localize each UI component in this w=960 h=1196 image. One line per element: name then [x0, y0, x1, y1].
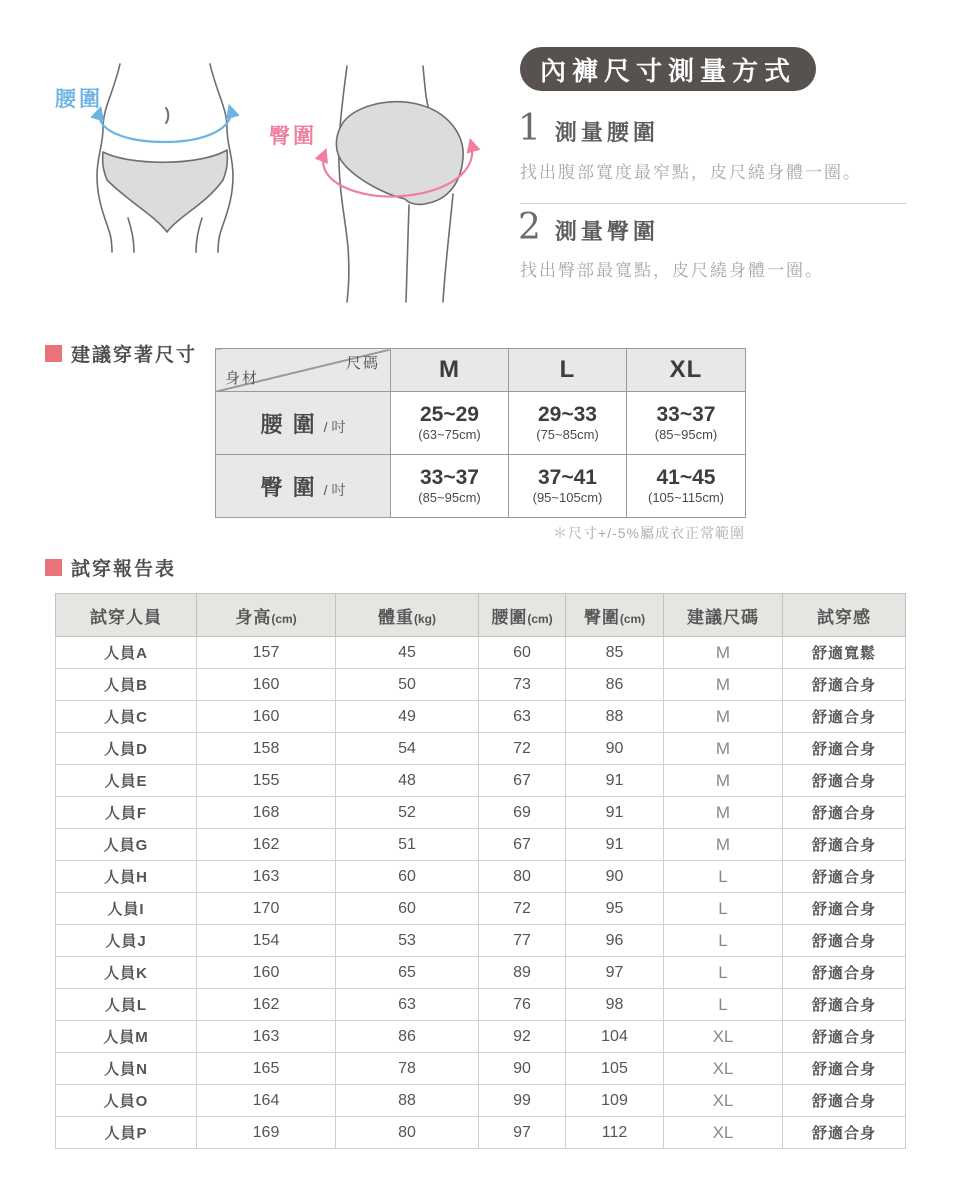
cm-range: (105~115cm) — [648, 490, 724, 506]
fit-table-cell: 舒適合身 — [783, 989, 906, 1021]
cm-range: (63~75cm) — [418, 427, 481, 443]
fit-table-cell: 人員G — [56, 829, 197, 861]
cm-range: (85~95cm) — [418, 490, 481, 506]
fit-table-cell: 98 — [566, 989, 664, 1021]
fit-table-cell: 158 — [197, 733, 336, 765]
inch-range: 33~37 — [420, 466, 479, 490]
fit-table-cell: 舒適合身 — [783, 861, 906, 893]
fit-table-cell: 97 — [566, 957, 664, 989]
fit-table-row — [56, 861, 906, 893]
fit-table-cell: 163 — [197, 861, 336, 893]
fit-table-cell: 人員C — [56, 701, 197, 733]
fit-table-cell: 162 — [197, 989, 336, 1021]
fit-table-cell: 162 — [197, 829, 336, 861]
fit-table-cell: 109 — [566, 1085, 664, 1117]
step-divider — [520, 203, 906, 204]
fit-header-unit: (kg) — [414, 611, 436, 626]
fit-table-cell: 90 — [479, 1053, 566, 1085]
fit-table-cell: 155 — [197, 765, 336, 797]
fit-table-cell: 86 — [336, 1021, 479, 1053]
report-section-heading-text: 試穿報告表 — [71, 559, 177, 580]
fit-table-cell: 人員D — [56, 733, 197, 765]
size-column-header: M — [391, 349, 509, 392]
fit-table-cell: 舒適合身 — [783, 829, 906, 861]
fit-table-cell: 49 — [336, 701, 479, 733]
fit-table-cell: 65 — [336, 957, 479, 989]
fit-table-cell: 160 — [197, 701, 336, 733]
fit-table-cell: 91 — [566, 797, 664, 829]
fit-header-unit: (cm) — [527, 611, 553, 626]
step-2-description: 找出臀部最寬點，皮尺繞身體一圈。 — [520, 261, 824, 280]
fit-column-header — [664, 594, 783, 637]
fit-table-cell: 45 — [336, 637, 479, 669]
fit-table-cell: M — [664, 829, 783, 861]
step-1-description: 找出腹部寬度最窄點，皮尺繞身體一圈。 — [520, 163, 862, 182]
fit-table-cell: 69 — [479, 797, 566, 829]
fit-table-cell: 96 — [566, 925, 664, 957]
fit-table-body — [56, 637, 906, 1149]
inch-range: 41~45 — [656, 466, 716, 490]
fit-table-cell: 165 — [197, 1053, 336, 1085]
fit-table-cell: 人員P — [56, 1117, 197, 1149]
fit-column-header — [783, 594, 906, 637]
fit-table-cell: 169 — [197, 1117, 336, 1149]
fit-table-cell: 89 — [479, 957, 566, 989]
size-section-heading-text: 建議穿著尺寸 — [71, 345, 198, 366]
fit-table-cell: 60 — [479, 637, 566, 669]
fit-table-cell: 168 — [197, 797, 336, 829]
fit-table-cell: 人員J — [56, 925, 197, 957]
fit-table-row — [56, 733, 906, 765]
cm-range: (75~85cm) — [536, 427, 599, 443]
fit-header-label: 臀圍 — [583, 607, 620, 627]
fit-table-cell: 60 — [336, 893, 479, 925]
fit-header-label: 試穿人員 — [90, 607, 162, 627]
measure-label — [216, 392, 391, 455]
size-column-header: XL — [627, 349, 746, 392]
fit-table-cell: 112 — [566, 1117, 664, 1149]
fit-header-label: 試穿感 — [817, 607, 871, 627]
size-table-body — [216, 392, 746, 518]
fit-table-cell: 73 — [479, 669, 566, 701]
fit-table-cell: M — [664, 669, 783, 701]
fit-table-cell: M — [664, 637, 783, 669]
step-1-heading: 測量腰圍 — [554, 120, 659, 145]
fit-table-cell: 51 — [336, 829, 479, 861]
fit-table-cell: 154 — [197, 925, 336, 957]
fit-table-cell: 人員A — [56, 637, 197, 669]
corner-label-body: 身材 — [225, 370, 260, 387]
fit-table-cell: 92 — [479, 1021, 566, 1053]
fit-table-cell: 105 — [566, 1053, 664, 1085]
size-range-cell — [509, 455, 627, 518]
fit-table-cell: XL — [664, 1085, 783, 1117]
size-table-head-row — [216, 349, 746, 392]
fit-table-cell: 104 — [566, 1021, 664, 1053]
cm-range: (85~95cm) — [654, 427, 718, 443]
fit-table-cell: 50 — [336, 669, 479, 701]
measure-unit-text: / 吋 — [323, 481, 346, 498]
fit-table-cell: 163 — [197, 1021, 336, 1053]
fit-table-cell: 舒適合身 — [783, 1053, 906, 1085]
fit-table-cell: L — [664, 925, 783, 957]
fit-table-cell: 舒適合身 — [783, 797, 906, 829]
fit-table-cell: 舒適寬鬆 — [783, 637, 906, 669]
fit-table-cell: 人員F — [56, 797, 197, 829]
fit-table-cell: 舒適合身 — [783, 1021, 906, 1053]
report-section-heading — [45, 554, 176, 581]
fit-table-cell: L — [664, 957, 783, 989]
inch-range: 37~41 — [538, 466, 597, 490]
fit-table-row — [56, 765, 906, 797]
fit-header-label: 建議尺碼 — [687, 607, 759, 627]
fit-header-label: 體重 — [378, 607, 414, 627]
fit-table-cell: 85 — [566, 637, 664, 669]
measure-unit-text: / 吋 — [323, 418, 346, 435]
measure-label-text: 腰 圍 — [260, 411, 317, 437]
fit-table-cell: 舒適合身 — [783, 925, 906, 957]
size-table-corner-cell — [216, 349, 391, 392]
step-2 — [518, 207, 659, 248]
fit-table-cell: M — [664, 797, 783, 829]
fit-header-label: 腰圍 — [491, 607, 528, 627]
measure-label — [216, 455, 391, 518]
size-table-row — [216, 455, 746, 518]
fit-table-cell: 67 — [479, 829, 566, 861]
size-range-cell — [627, 455, 746, 518]
fit-table-cell: 170 — [197, 893, 336, 925]
size-range-cell — [509, 392, 627, 455]
size-range-cell — [627, 392, 746, 455]
fit-table-cell: 舒適合身 — [783, 1117, 906, 1149]
fit-table-cell: 人員H — [56, 861, 197, 893]
fit-table-cell: 99 — [479, 1085, 566, 1117]
fit-column-header — [336, 594, 479, 637]
fit-table-cell: XL — [664, 1021, 783, 1053]
fit-table-cell: 164 — [197, 1085, 336, 1117]
pink-square-bullet — [45, 559, 62, 576]
fit-table-cell: 人員N — [56, 1053, 197, 1085]
fit-table-cell: L — [664, 989, 783, 1021]
fit-table-cell: 95 — [566, 893, 664, 925]
fit-table-cell: L — [664, 893, 783, 925]
size-section-heading — [45, 340, 197, 367]
fit-table-cell: 舒適合身 — [783, 765, 906, 797]
suggested-size-table — [215, 348, 746, 518]
fit-table-row — [56, 1021, 906, 1053]
fit-table-cell: 160 — [197, 669, 336, 701]
fit-table-cell: 63 — [479, 701, 566, 733]
fit-table-cell: 舒適合身 — [783, 733, 906, 765]
fit-table-cell: 72 — [479, 733, 566, 765]
fit-table-cell: 人員M — [56, 1021, 197, 1053]
corner-label-size: 尺碼 — [345, 355, 380, 372]
fit-table-cell: M — [664, 765, 783, 797]
fit-header-unit: (cm) — [271, 611, 297, 626]
fit-table-cell: 48 — [336, 765, 479, 797]
fit-table-cell: 人員K — [56, 957, 197, 989]
fit-table-cell: XL — [664, 1117, 783, 1149]
size-range-cell — [391, 455, 509, 518]
hip-label: 臀圍 — [269, 125, 317, 148]
size-table-row — [216, 392, 746, 455]
pink-square-bullet — [45, 345, 62, 362]
fit-table-cell: 人員I — [56, 893, 197, 925]
fit-column-header — [197, 594, 336, 637]
fit-table-row — [56, 989, 906, 1021]
step-2-heading: 測量臀圍 — [554, 219, 659, 244]
step-1 — [518, 108, 659, 149]
fit-header-label: 身高 — [235, 607, 272, 627]
fit-table-cell: 97 — [479, 1117, 566, 1149]
fit-table-row — [56, 829, 906, 861]
fit-table-cell: 72 — [479, 893, 566, 925]
fit-table-cell: 91 — [566, 765, 664, 797]
size-column-header: L — [509, 349, 627, 392]
fit-table-cell: 人員O — [56, 1085, 197, 1117]
fit-table-cell: 80 — [479, 861, 566, 893]
fit-table-cell: 88 — [566, 701, 664, 733]
measure-label-text: 臀 圍 — [260, 474, 317, 500]
fit-table-row — [56, 1117, 906, 1149]
fit-table-cell: 舒適合身 — [783, 701, 906, 733]
inch-range: 25~29 — [420, 403, 479, 427]
fit-table-row — [56, 1085, 906, 1117]
fit-table-cell: 54 — [336, 733, 479, 765]
fit-table-cell: 53 — [336, 925, 479, 957]
cm-range: (95~105cm) — [532, 490, 603, 506]
fit-table-cell: 63 — [336, 989, 479, 1021]
fit-table-row — [56, 957, 906, 989]
fit-table-row — [56, 1053, 906, 1085]
waist-label: 腰圍 — [55, 88, 103, 111]
inch-range: 33~37 — [656, 403, 716, 427]
fit-table-cell: 舒適合身 — [783, 1085, 906, 1117]
fit-table-cell: 人員L — [56, 989, 197, 1021]
fit-column-header — [566, 594, 664, 637]
fit-table-cell: 157 — [197, 637, 336, 669]
size-footnote: ＊尺寸+/-5%屬成衣正常範圍 — [553, 525, 745, 541]
fit-table-cell: 67 — [479, 765, 566, 797]
fit-table-cell: 人員E — [56, 765, 197, 797]
fit-table-cell: 90 — [566, 733, 664, 765]
fit-table-cell: 76 — [479, 989, 566, 1021]
size-range-cell — [391, 392, 509, 455]
fit-table-row — [56, 637, 906, 669]
fit-table-cell: 60 — [336, 861, 479, 893]
step-1-number: 1 — [518, 108, 541, 149]
fit-table-row — [56, 797, 906, 829]
fit-table-row — [56, 701, 906, 733]
fit-table-cell: 88 — [336, 1085, 479, 1117]
fit-table-cell: M — [664, 701, 783, 733]
fit-header-unit: (cm) — [619, 611, 646, 626]
fit-table-cell: 90 — [566, 861, 664, 893]
fit-table-row — [56, 925, 906, 957]
fit-table-cell: 52 — [336, 797, 479, 829]
fit-table-cell: 91 — [566, 829, 664, 861]
fit-table-cell: 160 — [197, 957, 336, 989]
fit-table-head-row — [56, 594, 906, 637]
fit-report-table — [55, 593, 906, 1149]
fit-table-cell: XL — [664, 1053, 783, 1085]
fit-table-cell: 80 — [336, 1117, 479, 1149]
fit-column-header — [479, 594, 566, 637]
fit-column-header — [56, 594, 197, 637]
fit-table-cell: 舒適合身 — [783, 957, 906, 989]
fit-table-cell: 舒適合身 — [783, 669, 906, 701]
fit-table-cell: L — [664, 861, 783, 893]
fit-table-cell: 86 — [566, 669, 664, 701]
guide-title-badge: 內褲尺寸測量方式 — [520, 47, 816, 91]
fit-table-cell: M — [664, 733, 783, 765]
hip-measure-diagram — [295, 52, 505, 312]
fit-table-cell: 77 — [479, 925, 566, 957]
fit-table-cell: 78 — [336, 1053, 479, 1085]
fit-table-cell: 人員B — [56, 669, 197, 701]
fit-table-cell: 舒適合身 — [783, 893, 906, 925]
fit-table-row — [56, 669, 906, 701]
fit-table-row — [56, 893, 906, 925]
step-2-number: 2 — [518, 207, 541, 248]
inch-range: 29~33 — [538, 403, 597, 427]
